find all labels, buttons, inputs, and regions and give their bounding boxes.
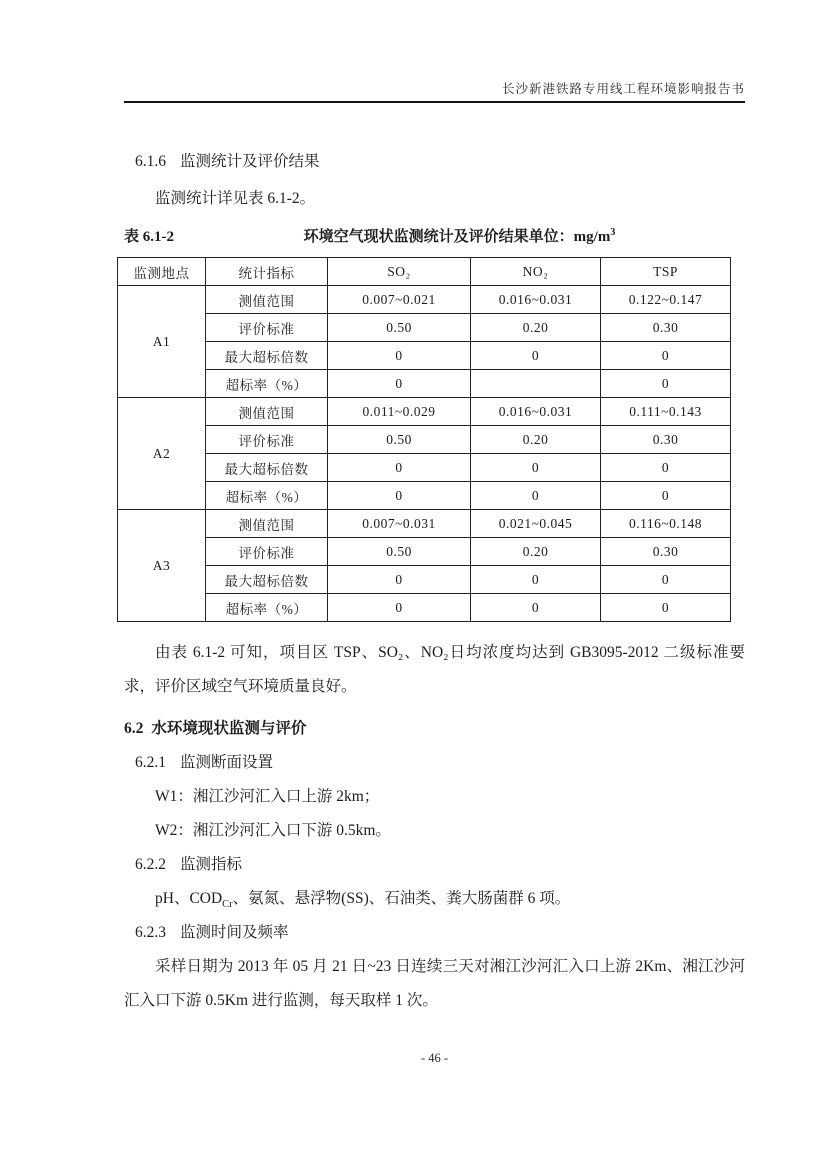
conclusion-paragraph: 由表 6.1-2 可知，项目区 TSP、SO₂、NO₂日均浓度均达到 GB3095-2012 二级标准要求，评价区域空气环境质量良好。 xyxy=(124,644,745,695)
metric-label-cell: 最大超标倍数 xyxy=(206,342,328,370)
section-title: 监测断面设置 xyxy=(180,754,274,771)
column-header: 监测地点 xyxy=(118,258,206,286)
indicators-text-pre: pH、COD xyxy=(155,890,223,907)
value-cell: 0.007~0.021 xyxy=(328,286,471,314)
value-cell: 0.50 xyxy=(328,538,471,566)
metric-label-cell: 评价标准 xyxy=(206,426,328,454)
value-cell: 0 xyxy=(601,370,731,398)
value-cell: 0.50 xyxy=(328,314,471,342)
table-row xyxy=(118,510,731,538)
monitoring-point-w1: W1：湘江沙河汇入口上游 2km； xyxy=(155,788,380,805)
page-footer xyxy=(124,1050,745,1066)
metric-label-cell: 测值范围 xyxy=(206,398,328,426)
column-header: 统计指标 xyxy=(206,258,328,286)
header-rule xyxy=(124,101,745,103)
table-head xyxy=(118,258,731,286)
table-row xyxy=(118,314,731,342)
column-header: SO₂ xyxy=(328,258,471,286)
metric-label-cell: 超标率（%） xyxy=(206,594,328,622)
table-row xyxy=(118,594,731,622)
value-cell: 0.021~0.045 xyxy=(471,510,601,538)
value-cell: 0 xyxy=(471,594,601,622)
section-heading-6-2 xyxy=(124,712,745,746)
table-row xyxy=(118,398,731,426)
section-heading-6-2-1 xyxy=(135,746,745,780)
site-cell: A3 xyxy=(118,510,206,622)
table-row xyxy=(118,566,731,594)
metric-label-cell: 测值范围 xyxy=(206,286,328,314)
table-row xyxy=(118,426,731,454)
table-header-row xyxy=(118,258,731,286)
value-cell: 0.122~0.147 xyxy=(601,286,731,314)
value-cell: 0.016~0.031 xyxy=(471,286,601,314)
monitoring-indicators xyxy=(124,882,745,916)
table-row xyxy=(118,454,731,482)
section-title: 监测统计及评价结果 xyxy=(180,153,320,170)
value-cell: 0.20 xyxy=(471,538,601,566)
metric-label-cell: 评价标准 xyxy=(206,314,328,342)
section-title: 监测时间及频率 xyxy=(180,924,289,941)
value-cell: 0.20 xyxy=(471,314,601,342)
value-cell: 0.011~0.029 xyxy=(328,398,471,426)
intro-text: 监测统计详见表 6.1-2。 xyxy=(155,190,316,207)
table-caption-title xyxy=(174,227,745,248)
section-heading-6-1-6 xyxy=(135,151,745,172)
metric-label-cell: 超标率（%） xyxy=(206,482,328,510)
section-number: 6.2 xyxy=(124,720,144,737)
column-header: NO₂ xyxy=(471,258,601,286)
caption-unit-superscript: 3 xyxy=(610,227,616,238)
value-cell: 0.20 xyxy=(471,426,601,454)
value-cell: 0.016~0.031 xyxy=(471,398,601,426)
table-row xyxy=(118,538,731,566)
value-cell: 0 xyxy=(471,454,601,482)
metric-label-cell: 最大超标倍数 xyxy=(206,454,328,482)
table-row xyxy=(118,286,731,314)
page-content xyxy=(124,0,745,1018)
value-cell xyxy=(471,370,601,398)
caption-title-text: 环境空气现状监测统计及评价结果单位：mg/m xyxy=(303,229,611,245)
value-cell: 0 xyxy=(601,454,731,482)
value-cell: 0 xyxy=(328,566,471,594)
value-cell: 0 xyxy=(601,482,731,510)
table-caption xyxy=(124,227,745,248)
cod-subscript: Cr xyxy=(222,899,233,911)
section-title: 监测指标 xyxy=(180,856,243,873)
value-cell: 0.116~0.148 xyxy=(601,510,731,538)
value-cell: 0.30 xyxy=(601,538,731,566)
value-cell: 0 xyxy=(471,566,601,594)
section-number: 6.2.1 xyxy=(135,754,166,771)
indicators-text-post: 、氨氮、悬浮物(SS)、石油类、粪大肠菌群 6 项。 xyxy=(232,890,571,907)
metric-label-cell: 最大超标倍数 xyxy=(206,566,328,594)
running-header: 长沙新港铁路专用线工程环境影响报告书 xyxy=(501,82,745,96)
section-title: 水环境现状监测与评价 xyxy=(151,720,307,737)
section-number: 6.2.3 xyxy=(135,924,166,941)
value-cell: 0 xyxy=(328,482,471,510)
page-number: - 46 - xyxy=(420,1051,449,1065)
table-caption-label: 表 6.1-2 xyxy=(124,229,174,245)
metric-label-cell: 测值范围 xyxy=(206,510,328,538)
table-row xyxy=(118,342,731,370)
metric-label-cell: 超标率（%） xyxy=(206,370,328,398)
section-number: 6.2.2 xyxy=(135,856,166,873)
table-row xyxy=(118,370,731,398)
section-heading-6-2-2 xyxy=(135,848,745,882)
value-cell: 0 xyxy=(471,482,601,510)
section-number: 6.1.6 xyxy=(135,153,166,170)
table-body xyxy=(118,286,731,622)
value-cell: 0.111~0.143 xyxy=(601,398,731,426)
site-cell: A2 xyxy=(118,398,206,510)
value-cell: 0 xyxy=(328,594,471,622)
value-cell: 0.50 xyxy=(328,426,471,454)
table-row xyxy=(118,482,731,510)
site-cell: A1 xyxy=(118,286,206,398)
monitoring-point-w2: W2：湘江沙河汇入口下游 0.5km。 xyxy=(155,822,391,839)
value-cell: 0.30 xyxy=(601,426,731,454)
value-cell: 0 xyxy=(601,594,731,622)
value-cell: 0 xyxy=(328,342,471,370)
value-cell: 0 xyxy=(601,342,731,370)
air-quality-table xyxy=(117,257,731,622)
column-header: TSP xyxy=(601,258,731,286)
value-cell: 0.30 xyxy=(601,314,731,342)
sampling-paragraph: 采样日期为 2013 年 05 月 21 日~23 日连续三天对湘江沙河汇入口上游 2Km、湘江沙河汇入口下游 0.5Km 进行监测，每天取样 1 次。 xyxy=(124,958,745,1009)
value-cell: 0 xyxy=(328,370,471,398)
metric-label-cell: 评价标准 xyxy=(206,538,328,566)
value-cell: 0 xyxy=(328,454,471,482)
section-heading-6-2-3 xyxy=(135,916,745,950)
value-cell: 0 xyxy=(471,342,601,370)
value-cell: 0.007~0.031 xyxy=(328,510,471,538)
value-cell: 0 xyxy=(601,566,731,594)
